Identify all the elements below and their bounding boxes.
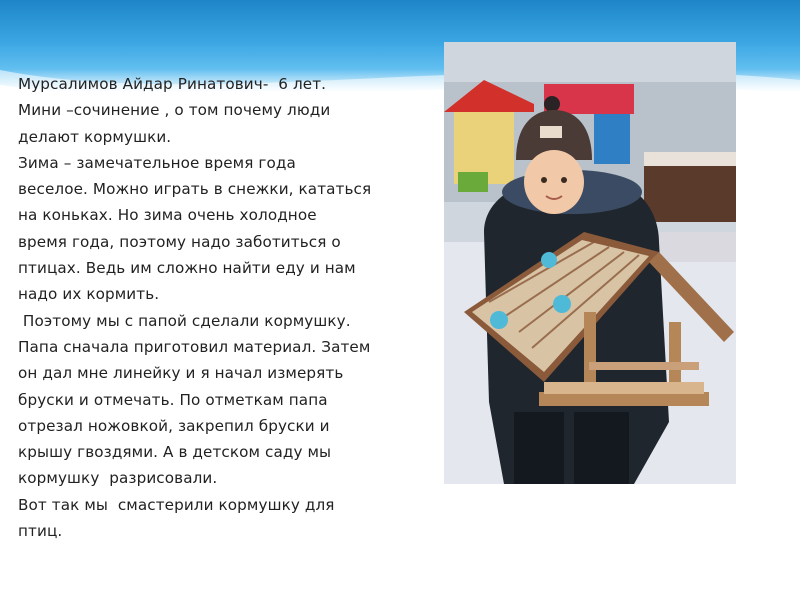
blue-paint-dot (541, 252, 557, 268)
essay-line: Вот так мы смастерили кормушку для (18, 495, 335, 514)
essay-line: крышу гвоздями. А в детском саду мы (18, 443, 332, 462)
blue-paint-dot (490, 311, 508, 329)
essay-line: Мурсалимов Айдар Ринатович- 6 лет. (18, 75, 327, 93)
essay-line: он дал мне линейку и я начал измерять (18, 364, 344, 383)
essay-line: отрезал ножовкой, закрепил бруски и (18, 416, 330, 435)
blue-paint-dot (553, 295, 571, 313)
essay-line: Папа сначала приготовил материал. Затем (18, 337, 371, 356)
essay-line: Зима – замечательное время года (18, 153, 296, 172)
essay-line: птиц. (18, 522, 63, 541)
essay-line: время года, поэтому надо заботиться о (18, 232, 341, 251)
essay-line: кормушку разрисовали. (18, 469, 218, 488)
essay-line: делают кормушки. (18, 127, 172, 146)
essay-line: Мини –сочинение , о том почему люди (18, 101, 331, 120)
essay-line: Поэтому мы с папой сделали кормушку. (18, 311, 351, 330)
essay-line: на коньках. Но зима очень холодное (18, 206, 317, 225)
essay-line: веселое. Можно играть в снежки, кататься (18, 180, 372, 199)
essay-line: бруски и отмечать. По отметкам папа (18, 390, 328, 409)
essay-line: птицах. Ведь им сложно найти еду и нам (18, 259, 356, 278)
essay-line: надо их кормить. (18, 285, 160, 304)
photo-boy-with-birdfeeder (444, 42, 736, 484)
essay-text (18, 71, 438, 544)
